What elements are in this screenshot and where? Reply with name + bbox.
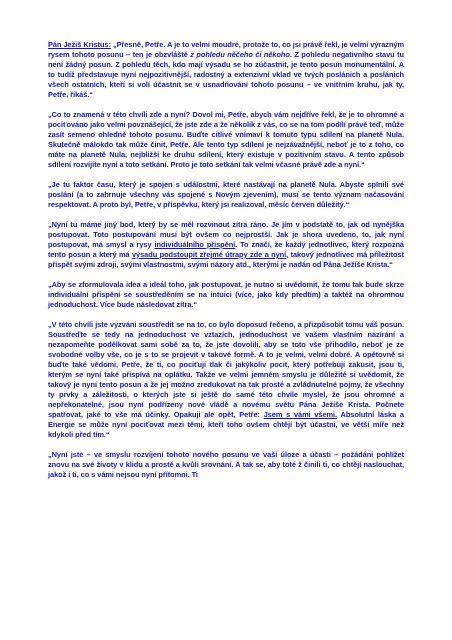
- paragraph-text: „Nyní tu máme jiný bod, který by se měl rozvinout zítra ráno. Je jím v podstatě to, jak od nynějška postupovat. Toto postupování musí být ovšem co nejprostší. Jak je shora uvedeno, to, jak nyní postupovat, má smysl a rysy: [48, 220, 404, 249]
- paragraph-text: „Přesně, Petře. A je to velmi moudré, protože to, co jsi právě řekl, je velmi výrazným rysem tohoto posunu – ten je obzvláště: [48, 40, 405, 59]
- paragraph: [48, 40, 404, 100]
- underlined-text: individuálního přispění: [154, 240, 236, 249]
- paragraph-text: „Je tu faktor času, který je spojen s událostmi, které nastávají na planetě Nula. Abyste splnili své poslání (a to zahrnuje všechny vás spojené s Novým zjevením), musí se tento význam načasování respektovat. A proto byl, Petře, v příspěvku, který jsi realizoval, měsíc červen důležitý.“: [48, 180, 404, 209]
- underlined-text: výsadu podstoupit zřejmé útrapy zde a nyní: [132, 250, 287, 259]
- speaker-label: Pán Ježiš Kristus:: [48, 40, 111, 49]
- paragraph: [48, 450, 404, 480]
- paragraph: [48, 110, 404, 170]
- paragraph: [48, 320, 404, 440]
- paragraph: [48, 280, 404, 310]
- paragraph-text: „Nyní jste – ve smyslu rozvíjení tohoto nového posunu ve vaší úloze a účasti – požádáni pohlížet znovu na své životy v klidu a prostě a kvůli srovnání. A tak se, aby toté ž činili ti, co chtějí naslouchat, jakož i ti, co s vámi nejsou nyní přítomni. Ti: [48, 450, 404, 479]
- paragraph-text: „Co to znamená v této chvíli zde a nyní? Dovol mi, Petře, abych vám nejdříve řekl, že je to ohromné a pociťováno jako velmi povznášející, že jste zde a že několik z vás, co se na tom podílí právě teď, může zasít semeno ohledně tohoto posunu. Buďte citlivé vnímaví k tomuto typu sdílení na planetě Nula. Skutečně málokdo tak může činit, Petře. Ale tento typ sdílení je nejzávažnější, neboť je to z toho, co máte na planetě Nula, nejbližší ke druhu sdílení, který existuje v pozitivním stavu. A tento způsob sdílení rozvíjíte nyní a toto setkání. Proto je toto setkání tak velmi včasné právě zde a nyní.“: [48, 110, 404, 169]
- paragraph: [48, 180, 404, 210]
- paragraph-text: . To značí, že každý jednotlivec, který rozpozná tento posun a který má: [48, 240, 404, 259]
- paragraph-text: „V této chvíli jste vyzváni soustředit se na to, co bylo doposud řečeno, a přizpůsobit tomu váš posun. Soustřeďte se tedy na jednoduchost ve vztazích, jednoduchost ve vašem vlastním nazírání a nezapomeňte podělkovat sami sobě za to, že jste dovolili, aby se toto vše přihodilo, neboť je ze svobodné volby vše, co je s to se projevit v takové formě. A to je velmi, velmi dobré. A opětovně si buďte také vědomi, Petře, že ti, co pociťují tlak či jakýkoliv pocit, který potřebují zakusit, jsou ti, kterým se nyní také přispívá na oplátku. Takže ve velmi jemném smyslu je důležité si uvědomit, že takový je nyní tento posun a že jej možno zredukovat na tak prosté a zvládnutelné pojmy, že všechny ty prvky a záležitosti, o kterých jste si ještě do samé této chvíle myslel, že jsou ohromné a nepřekonatelné, jsou nyní podřízeny nové vládě a novému světu Pána Ježíše Krista. Počnete spatřovat, jaké to vše má účinky. Opakuji ale opět, Petře:: [48, 320, 404, 419]
- paragraph: [48, 220, 404, 270]
- paragraph-text: , takový jednotlivec má příležitost přispět svými zdroji, svými vlastnostmi, svými názory atd., kterými je nadán od Pána Ježíše Krista.“: [48, 250, 404, 269]
- italic-text: z pohledu něčeho či někoho: [190, 50, 290, 59]
- paragraph-text: „Aby se zformulovala idea a ideál toho, jak postupovat, je nutno si uvědomit, že tomu tak bude skrze individuální přispění se soustředěním se na intuici (více, jako kdy předtím) a taktéž na ohromnou jednoduchost. Více bude následovat zítra.“: [48, 280, 404, 309]
- paragraph-text: . Z pohledu negativního stavu tu není žádný posun. Z pohledu těch, kdo mají výsadu se ho zúčastnit, je tento posun monumentální. A to tudíž představuje nyní nejpozitivnější, radostný a extenzivní vklad ve tvých poslánich a poslánich všech ostatních, kteří si volí účastnit se v usnadňování tohoto posunu – ve vnitřním kruhu, jak ty, Petře, říkáš.“: [48, 50, 405, 99]
- underlined-text: Jsem s vámi všemi.: [263, 410, 338, 419]
- paragraph-text: Absolutní láska a Energie se může nyní pociťovat mezi těmi, kteří toho ovšem chtějí být účastni, ve větší míře než kdykoli před tím.“: [48, 410, 404, 439]
